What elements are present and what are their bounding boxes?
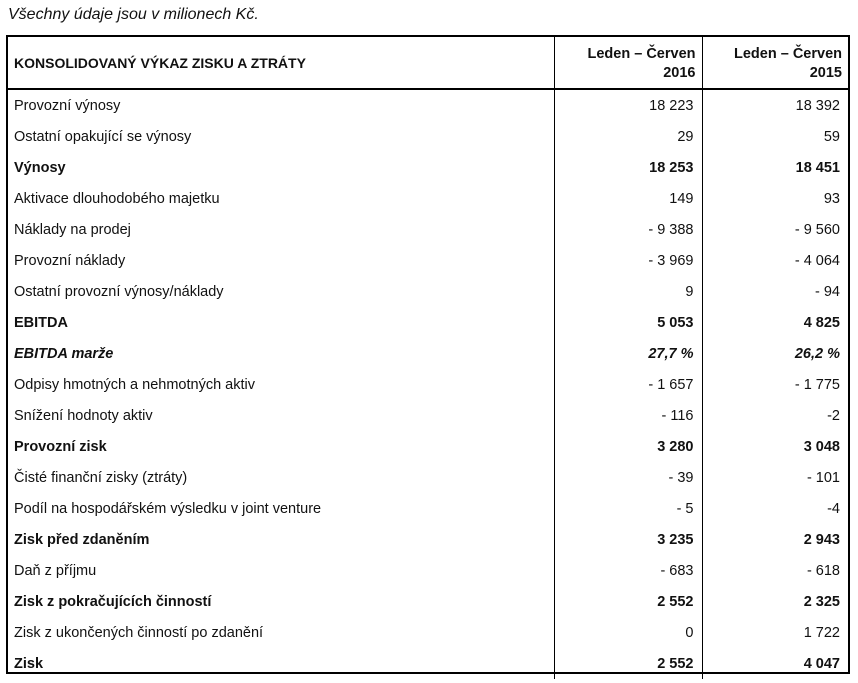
table-row [8,338,848,369]
table-row [8,307,848,338]
value-2016: - 116 [554,400,702,431]
row-label: Provozní výnosy [14,97,121,114]
value-2016: - 39 [554,462,702,493]
table-row [8,462,848,493]
value-2016: 3 235 [554,524,702,555]
value-2016: 0 [554,617,702,648]
column-header-2016-period: Leden – Červen [587,46,696,62]
row-label: Odpisy hmotných a nehmotných aktiv [14,376,255,393]
value-2015: 3 048 [702,431,848,462]
value-2015: - 9 560 [702,214,848,245]
value-2016: 18 223 [554,89,702,121]
table-row [8,524,848,555]
row-label: Náklady na prodej [14,221,131,238]
value-2015: -4 [702,493,848,524]
row-label: Ostatní provozní výnosy/náklady [14,283,224,300]
units-note: Všechny údaje jsou v milionech Kč. [8,6,259,23]
row-label: Zisk z ukončených činností po zdanění [14,624,264,641]
table-row [8,617,848,648]
value-2015: - 1 775 [702,369,848,400]
value-2016: 18 253 [554,152,702,183]
row-label: Snížení hodnoty aktiv [14,407,153,424]
column-header-2015-year: 2015 [809,65,842,81]
value-2016: 5 053 [554,307,702,338]
value-2015: - 101 [702,462,848,493]
value-2015: 4 047 [702,648,848,679]
table-row [8,245,848,276]
value-2015: - 94 [702,276,848,307]
value-2015: 18 451 [702,152,848,183]
value-2015: 26,2 % [702,338,848,369]
table-row [8,121,848,152]
value-2015: -2 [702,400,848,431]
column-header-2016-year: 2016 [663,65,696,81]
table-row [8,369,848,400]
table-header-row [8,37,848,89]
value-2015: - 618 [702,555,848,586]
row-label: Zisk [14,655,44,672]
table-row [8,586,848,617]
row-label: Zisk před zdaněním [14,531,150,548]
table-title: KONSOLIDOVANÝ VÝKAZ ZISKU A ZTRÁTY [8,37,554,89]
row-label: Výnosy [14,159,66,176]
value-2015: 2 325 [702,586,848,617]
value-2016: 149 [554,183,702,214]
value-2016: 2 552 [554,648,702,679]
value-2016: - 1 657 [554,369,702,400]
row-label: Ostatní opakující se výnosy [14,128,192,145]
row-label: Daň z příjmu [14,562,97,579]
table-row [8,400,848,431]
value-2016: 27,7 % [554,338,702,369]
value-2016: 9 [554,276,702,307]
value-2015: 93 [702,183,848,214]
row-label: EBITDA marže [14,345,114,362]
value-2015: 59 [702,121,848,152]
value-2016: - 3 969 [554,245,702,276]
column-header-2015-period: Leden – Červen [734,46,842,62]
row-label: Zisk z pokračujících činností [14,593,212,610]
table-row [8,431,848,462]
value-2015: 4 825 [702,307,848,338]
value-2016: - 683 [554,555,702,586]
income-statement-frame [6,35,850,674]
income-statement-table [8,37,848,679]
table-row [8,214,848,245]
column-header-2015 [702,37,848,89]
table-row [8,555,848,586]
value-2016: - 5 [554,493,702,524]
row-label: Aktivace dlouhodobého majetku [14,190,220,207]
row-label: Provozní náklady [14,252,126,269]
table-row [8,648,848,679]
value-2015: 18 392 [702,89,848,121]
column-header-2016 [554,37,702,89]
table-row [8,493,848,524]
value-2016: 2 552 [554,586,702,617]
value-2016: 29 [554,121,702,152]
row-label: Podíl na hospodářském výsledku v joint venture [14,500,322,517]
table-row [8,152,848,183]
table-row [8,89,848,121]
value-2016: - 9 388 [554,214,702,245]
value-2015: - 4 064 [702,245,848,276]
row-label: Čisté finanční zisky (ztráty) [14,469,188,486]
row-label: Provozní zisk [14,438,107,455]
table-row [8,276,848,307]
table-row [8,183,848,214]
value-2015: 2 943 [702,524,848,555]
value-2015: 1 722 [702,617,848,648]
table-body [8,89,848,679]
value-2016: 3 280 [554,431,702,462]
row-label: EBITDA [14,314,68,331]
